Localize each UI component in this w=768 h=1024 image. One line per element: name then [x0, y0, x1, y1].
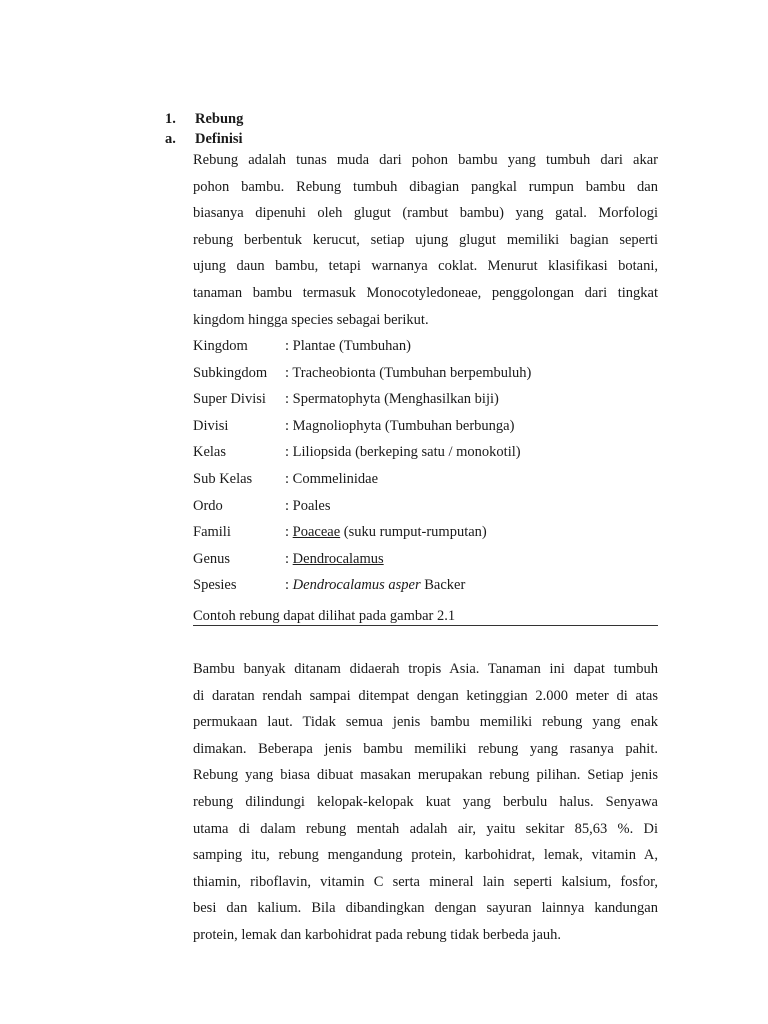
- taxonomy-row-divisi: [193, 413, 658, 440]
- paragraph-line: kingdom hingga species sebagai berikut.: [193, 311, 429, 328]
- taxonomy-key: Spesies: [193, 577, 237, 594]
- value-text: Spermatophyta (Menghasilkan biji): [292, 391, 499, 408]
- taxonomy-value: [285, 386, 499, 413]
- paragraph-line: permukaan laut. Tidak semua jenis bambu memiliki rebung yang enak: [193, 714, 658, 731]
- taxonomy-row-subkelas: [193, 466, 658, 493]
- paragraph-line: rebung dilindungi kelopak-kelopak kuat yang berbulu halus. Senyawa: [193, 793, 658, 810]
- taxonomy-row-kingdom: [193, 333, 658, 360]
- separator: :: [285, 391, 293, 408]
- taxonomy-row-superdivisi: [193, 386, 658, 413]
- value-text: Poales: [292, 497, 331, 514]
- taxonomy-key: Kingdom: [193, 338, 248, 354]
- paragraph-line: Rebung adalah tunas muda dari pohon bambu yang tumbuh dari akar: [193, 152, 658, 168]
- taxonomy-row-spesies: [193, 572, 658, 599]
- value-text: Magnoliophyta (Tumbuhan berbunga): [292, 417, 515, 434]
- paragraph-line: thiamin, riboflavin, vitamin C serta mineral lain seperti kalsium, fosfor,: [193, 873, 658, 890]
- taxonomy-list: [193, 333, 658, 599]
- taxonomy-key: Sub Kelas: [193, 470, 253, 487]
- value-text: Backer: [420, 577, 466, 594]
- separator: :: [285, 444, 293, 461]
- value-text: Liliopsida (berkeping satu / monokotil): [292, 444, 521, 461]
- separator: :: [285, 577, 293, 594]
- taxonomy-key: Ordo: [193, 497, 223, 514]
- paragraph-line: rebung berbentuk kerucut, setiap ujung glugut memiliki bagian seperti: [193, 231, 658, 248]
- taxonomy-row-genus: [193, 546, 658, 573]
- paragraph-line: biasanya dipenuhi oleh glugut (rambut bambu) yang gatal. Morfologi: [193, 205, 658, 222]
- taxonomy-value: [285, 493, 331, 520]
- taxonomy-key: Subkingdom: [193, 364, 268, 381]
- taxonomy-value: [285, 439, 521, 466]
- paragraph-line: di daratan rendah sampai ditempat dengan ketinggian 2.000 meter di atas: [193, 687, 658, 704]
- section-heading: [165, 109, 243, 129]
- taxonomy-row-ordo: [193, 493, 658, 520]
- separator: :: [285, 364, 293, 381]
- separator: :: [285, 550, 293, 567]
- taxonomy-key: Divisi: [193, 417, 229, 434]
- section-number: 1.: [165, 111, 176, 127]
- taxonomy-value: [285, 333, 411, 360]
- taxonomy-key: Famili: [193, 524, 231, 541]
- taxonomy-value: [285, 413, 514, 440]
- paragraph-line: dimakan. Beberapa jenis bambu memiliki rebung yang rasanya pahit.: [193, 740, 658, 757]
- value-text: Tracheobionta (Tumbuhan berpembuluh): [292, 364, 532, 381]
- taxonomy-row-famili: [193, 519, 658, 546]
- paragraph-line: utama di dalam rebung mentah adalah air, yaitu sekitar 85,63 %. Di: [193, 820, 658, 837]
- taxonomy-row-kelas: [193, 439, 658, 466]
- paragraph-line: pohon bambu. Rebung tumbuh dibagian pangkal rumpun bambu dan: [193, 178, 658, 195]
- description-paragraph: [193, 656, 658, 949]
- figure-caption: Contoh rebung dapat dilihat pada gambar 2.1: [193, 603, 658, 626]
- paragraph-line: protein, lemak dan karbohidrat pada rebung tidak berbeda jauh.: [193, 926, 562, 943]
- taxonomy-row-subkingdom: [193, 360, 658, 387]
- subsection-heading: [165, 129, 243, 149]
- taxonomy-value: [285, 466, 378, 493]
- definition-paragraph: [193, 147, 658, 333]
- paragraph-line: samping itu, rebung mengandung protein, karbohidrat, lemak, vitamin A,: [193, 847, 658, 864]
- paragraph-line: tanaman bambu termasuk Monocotyledoneae, penggolongan dari tingkat: [193, 284, 658, 301]
- taxonomy-value: [285, 546, 384, 573]
- paragraph-line: besi dan kalium. Bila dibandingkan dengan sayuran lainnya kandungan: [193, 900, 658, 917]
- paragraph-line: Rebung yang biasa dibuat masakan merupakan rebung pilihan. Setiap jenis: [193, 767, 658, 784]
- taxonomy-key: Genus: [193, 550, 231, 567]
- separator: :: [285, 338, 293, 354]
- value-text: Commelinidae: [292, 470, 379, 487]
- section-title: Rebung: [195, 111, 244, 127]
- separator: :: [285, 470, 293, 487]
- taxonomy-value: [285, 519, 487, 546]
- taxonomy-key: Kelas: [193, 444, 227, 461]
- separator: :: [285, 417, 293, 434]
- separator: :: [285, 497, 293, 514]
- taxonomy-key: Super Divisi: [193, 391, 266, 408]
- paragraph-line: ujung daun bambu, tetapi warnanya coklat. Menurut klasifikasi botani,: [193, 258, 658, 275]
- taxonomy-value: [285, 360, 531, 387]
- underlined-genus-name: Dendrocalamus: [292, 550, 384, 567]
- paragraph-line: Bambu banyak ditanam didaerah tropis Asia. Tanaman ini dapat tumbuh: [193, 661, 658, 677]
- underlined-family-name: Poaceae: [292, 524, 341, 541]
- taxonomy-value: [285, 572, 465, 599]
- value-text: (suku rumput-rumputan): [340, 524, 487, 541]
- italic-species-name: Dendrocalamus asper: [292, 577, 421, 594]
- value-text: Plantae (Tumbuhan): [292, 338, 411, 354]
- subsection-number: a.: [165, 131, 176, 147]
- separator: :: [285, 524, 293, 541]
- subsection-title: Definisi: [195, 131, 243, 147]
